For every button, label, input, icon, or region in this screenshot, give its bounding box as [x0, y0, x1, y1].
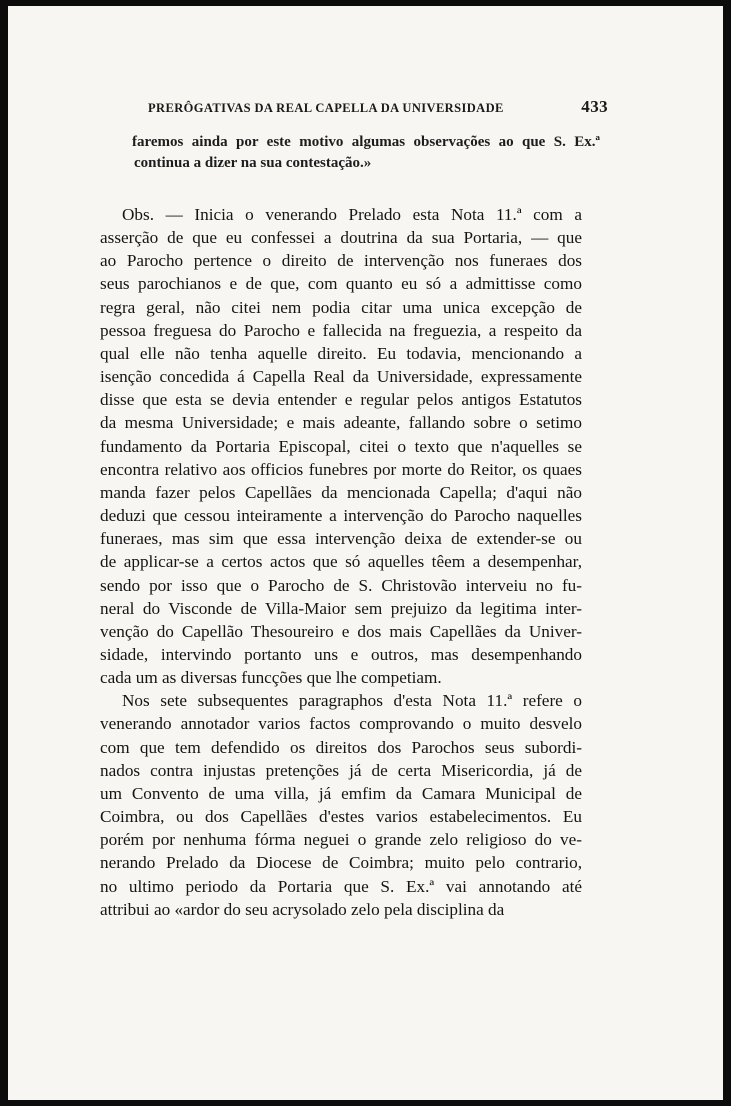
running-title: PRERÔGATIVAS DA REAL CAPELLA DA UNIVERSIDADE [148, 101, 504, 115]
text-line: de applicar-se a certos actos que só aquelles têem a desempenhar, [100, 552, 582, 572]
text-line: fundamento da Portaria Episcopal, citei o texto que n'aquelles se [100, 436, 582, 456]
text-line: Coimbra, ou dos Capellães d'estes varios estabelecimentos. Eu [100, 807, 582, 827]
text-line: neral do Visconde de Villa-Maior sem prejuizo da legitima inter- [100, 598, 582, 618]
quoted-passage [132, 132, 600, 174]
text-line: funeraes, mas sim que essa intervenção deixa de extender-se ou [100, 529, 582, 549]
text-line: qual elle não tenha aquelle direito. Eu todavia, mencionando a [100, 343, 582, 363]
text-line: asserção de que eu confessei a doutrina da sua Portaria, — que [100, 228, 582, 248]
text-line: disse que esta se devia entender e regular pelos antigos Estatutos [100, 390, 582, 410]
text-line: isenção concedida á Capella Real da Universidade, expressamente [100, 367, 582, 387]
text-line: Nos sete subsequentes paragraphos d'esta Nota 11.ª refere o [122, 691, 582, 711]
text-line: seus parochianos e de que, com quanto eu só a admittisse como [100, 274, 582, 294]
text-line: nados contra injustas pretenções já de certa Misericordia, já de [100, 760, 582, 780]
text-line: regra geral, não citei nem podia citar uma unica excepção de [100, 297, 582, 317]
text-line: com que tem defendido os direitos dos Parochos seus subordi- [100, 737, 582, 757]
text-line: sidade, intervindo portanto uns e outros, mas desempenhando [100, 644, 582, 664]
quote-line: continua a dizer na sua contestação.» [134, 155, 372, 171]
paragraph [100, 689, 582, 921]
text-line: pessoa freguesa do Parocho e fallecida na freguezia, a respeito da [100, 320, 582, 340]
text-line: cada um as diversas funcções que lhe competiam. [100, 668, 442, 688]
text-line: sendo por isso que o Parocho de S. Christovão interveiu no fu- [100, 575, 582, 595]
page-number: 433 [581, 97, 608, 116]
text-line: nerando Prelado da Diocese de Coimbra; muito pelo contrario, [100, 853, 582, 873]
paragraph [100, 203, 582, 689]
text-line: ao Parocho pertence o direito de intervenção nos funeraes dos [100, 251, 582, 271]
text-line: attribui ao «ardor do seu acrysolado zelo pela disciplina da [100, 899, 505, 919]
text-line: no ultimo periodo da Portaria que S. Ex.ª vai annotando até [100, 876, 582, 896]
text-line: manda fazer pelos Capellães da mencionada Capella; d'aqui não [100, 482, 582, 502]
book-page [8, 6, 723, 1100]
text-line: venerando annotador varios factos comprovando o muito desvelo [100, 714, 582, 734]
text-line: um Convento de uma villa, já emfim da Camara Municipal de [100, 783, 582, 803]
text-line: venção do Capellão Thesoureiro e dos mais Capellães da Univer- [100, 621, 582, 641]
text-line: Obs. — Inicia o venerando Prelado esta Nota 11.ª com a [122, 205, 582, 224]
text-line: da mesma Universidade; e mais adeante, fallando sobre o setimo [100, 413, 582, 433]
body-text [100, 203, 582, 921]
quote-line: faremos ainda por este motivo algumas observações ao que S. Ex.ª [132, 134, 600, 150]
text-line: deduzi que cessou inteiramente a intervenção do Parocho naquelles [100, 506, 582, 526]
running-header [148, 97, 608, 117]
text-line: porém por nenhuma fórma neguei o grande zelo religioso do ve- [100, 830, 582, 850]
text-line: encontra relativo aos officios funebres por morte do Reitor, os quaes [100, 459, 582, 479]
